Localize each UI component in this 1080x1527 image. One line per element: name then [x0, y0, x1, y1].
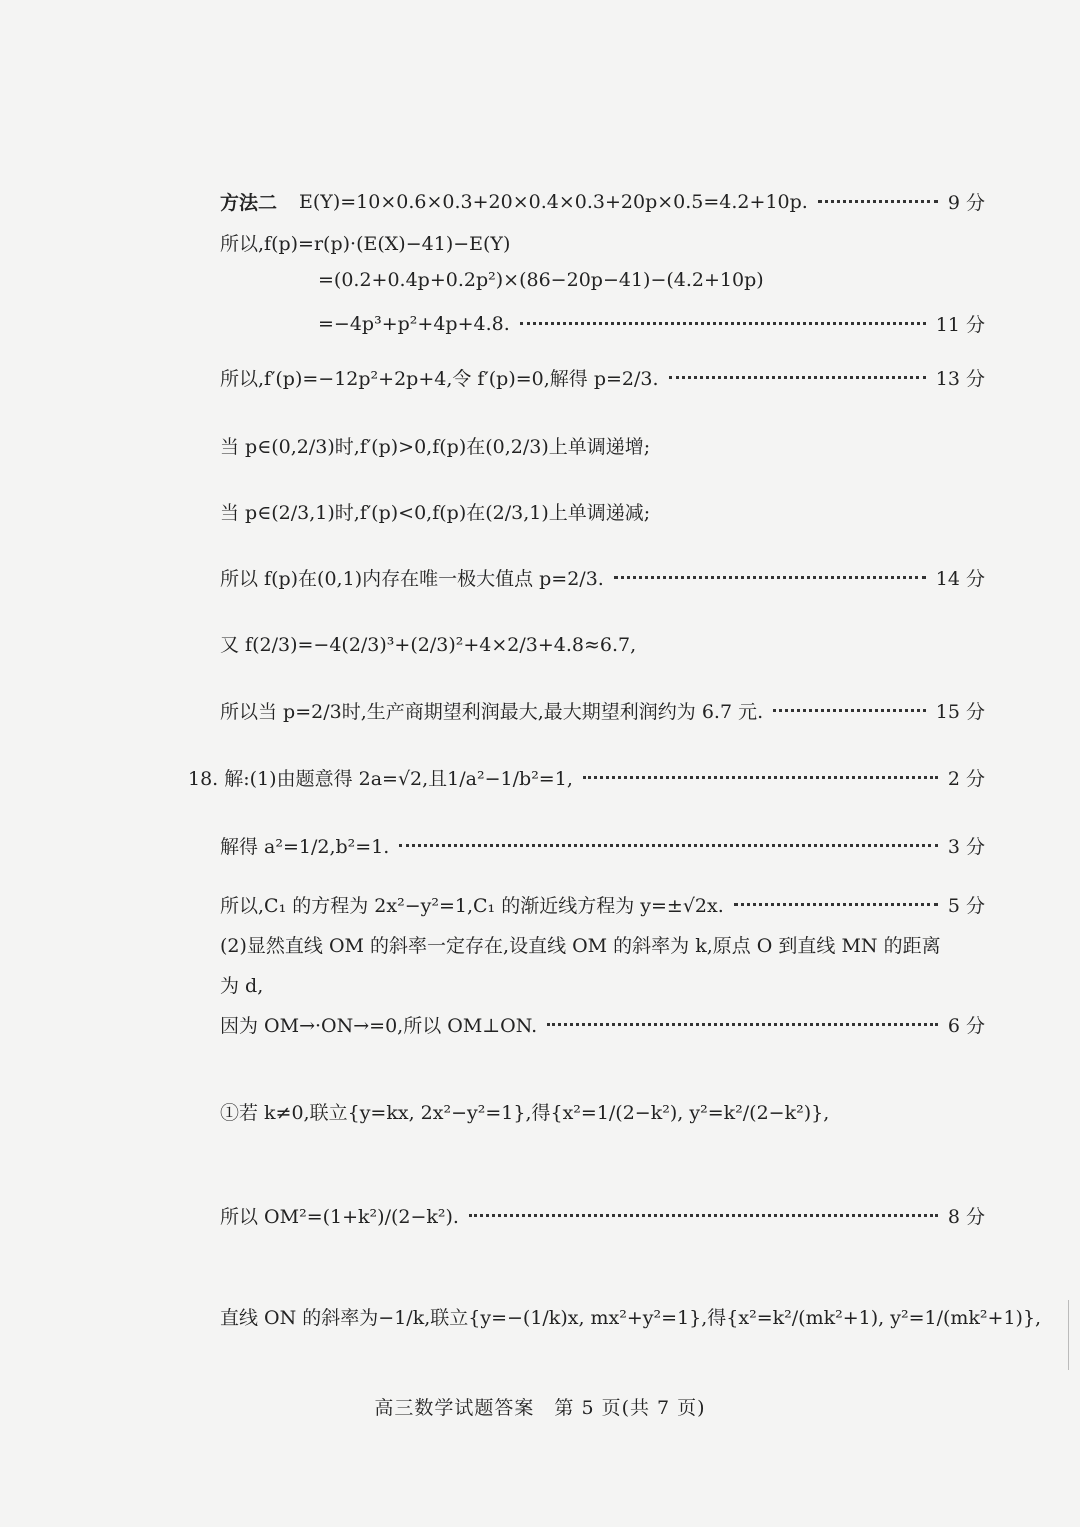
- line-text: 18. 解:(1)由题意得 2a=√2,且1/a²−1/b²=1,: [188, 768, 573, 790]
- dot-leader: [818, 200, 938, 203]
- line-text: 所以,C₁ 的方程为 2x²−y²=1,C₁ 的渐近线方程为 y=±√2x.: [220, 895, 724, 917]
- line-17: [220, 1202, 985, 1229]
- line-text: 当 p∈(0,2/3)时,f′(p)>0,f(p)在(0,2/3)上单调递增;: [220, 436, 651, 458]
- score: 14 分: [935, 568, 985, 590]
- line-1: [220, 229, 985, 256]
- dot-leader: [583, 776, 938, 779]
- line-text: 所以 f(p)在(0,1)内存在唯一极大值点 p=2/3.: [220, 568, 604, 590]
- line-text: 当 p∈(2/3,1)时,f′(p)<0,f(p)在(2/3,1)上单调递减;: [220, 502, 651, 524]
- method-label: 方法二: [220, 192, 278, 214]
- line-method2: [220, 188, 985, 215]
- line-text: =−4p³+p²+4p+4.8.: [318, 312, 510, 335]
- line-5: [220, 432, 985, 459]
- scan-edge-line: [1068, 1300, 1069, 1370]
- line-text: 又 f(2/3)=−4(2/3)³+(2/3)²+4×2/3+4.8≈6.7,: [220, 634, 637, 656]
- line-text: 所以当 p=2/3时,生产商期望利润最大,最大期望利润约为 6.7 元.: [220, 701, 764, 723]
- score: 11 分: [935, 314, 985, 336]
- line-14: [220, 971, 985, 998]
- line-text: (2)显然直线 OM 的斜率一定存在,设直线 OM 的斜率为 k,原点 O 到直线 MN 的距离: [220, 935, 941, 957]
- line-18: [220, 1303, 1042, 1330]
- line-q18: [188, 764, 985, 791]
- line-text: 直线 ON 的斜率为−1/k,联立{y=−(1/k)x, mx²+y²=1},得{x²=k²/(mk²+1), y²=1/(mk²+1)},: [220, 1307, 1042, 1329]
- score: 15 分: [935, 701, 985, 723]
- line-text: 所以,f(p)=r(p)·(E(X)−41)−E(Y): [220, 233, 511, 255]
- line-15: [220, 1011, 985, 1038]
- line-text: 所以 OM²=(1+k²)/(2−k²).: [220, 1206, 459, 1228]
- line-text: 解得 a²=1/2,b²=1.: [220, 836, 390, 858]
- line-7: [220, 564, 985, 591]
- score: 2 分: [947, 768, 985, 790]
- line-text: E(Y)=10×0.6×0.3+20×0.4×0.3+20p×0.5=4.2+10p.: [299, 190, 808, 213]
- dot-leader: [614, 576, 926, 579]
- score: 8 分: [947, 1206, 985, 1228]
- score: 6 分: [947, 1015, 985, 1037]
- line-13: [220, 931, 985, 958]
- dot-leader: [399, 844, 938, 847]
- dot-leader: [520, 322, 926, 325]
- line-16: [220, 1098, 985, 1125]
- dot-leader: [469, 1214, 938, 1217]
- line-text: =(0.2+0.4p+0.2p²)×(86−20p−41)−(4.2+10p): [318, 269, 764, 291]
- line-9: [220, 697, 985, 724]
- dot-leader: [734, 903, 938, 906]
- score: 3 分: [947, 836, 985, 858]
- line-3: [318, 310, 985, 337]
- line-text: 所以,f′(p)=−12p²+2p+4,令 f′(p)=0,解得 p=2/3.: [220, 368, 659, 390]
- dot-leader: [773, 709, 926, 712]
- page-footer: 高三数学试题答案 第 5 页(共 7 页): [374, 1397, 706, 1419]
- line-12: [220, 891, 985, 918]
- line-text: 为 d,: [220, 975, 264, 997]
- line-11: [220, 832, 985, 859]
- score: 13 分: [935, 368, 985, 390]
- dot-leader: [669, 376, 926, 379]
- score: 5 分: [947, 895, 985, 917]
- score: 9 分: [947, 192, 985, 214]
- line-6: [220, 498, 985, 525]
- line-text: ①若 k≠0,联立{y=kx, 2x²−y²=1},得{x²=1/(2−k²), y²=k²/(2−k²)},: [220, 1102, 830, 1124]
- line-2: [318, 269, 985, 291]
- dot-leader: [547, 1023, 938, 1026]
- line-8: [220, 630, 985, 657]
- line-text: 因为 OM→·ON→=0,所以 OM⊥ON.: [220, 1015, 538, 1037]
- line-4: [220, 364, 985, 391]
